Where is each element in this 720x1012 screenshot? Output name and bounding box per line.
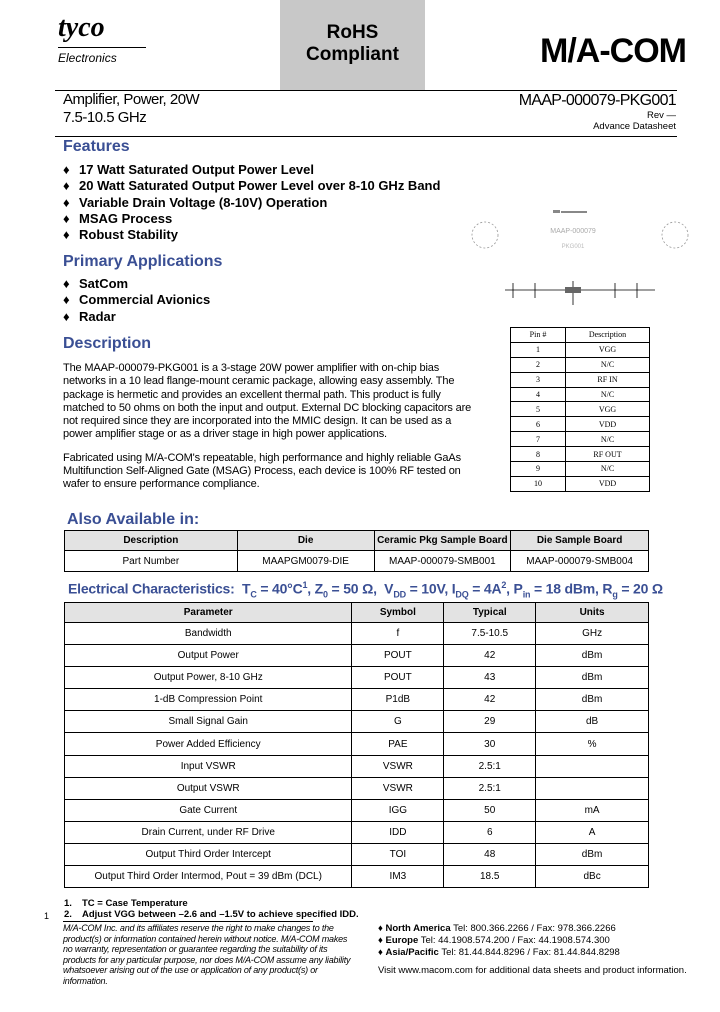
table-cell: Part Number (65, 551, 238, 572)
table-cell: RF IN (566, 372, 650, 387)
table-header: Description (65, 531, 238, 551)
electrical-table (64, 602, 649, 888)
table-cell: VSWR (352, 777, 444, 799)
table-row (511, 342, 650, 357)
table-cell: 2.5:1 (444, 755, 536, 777)
logo-mark (553, 210, 560, 213)
table-header: Typical (444, 603, 536, 623)
product-title-line1: Amplifier, Power, 20W (63, 91, 200, 108)
table-row (65, 799, 649, 821)
table-row (65, 603, 649, 623)
description-title: Description (63, 335, 152, 352)
table-cell (536, 777, 649, 799)
table-cell: 6 (444, 821, 536, 843)
page-number: 1 (44, 911, 50, 921)
list-item: ♦ Variable Drain Voltage (8-10V) Operation (63, 194, 328, 210)
package-marking-2: PKG001 (561, 244, 585, 250)
part-number-block (519, 92, 676, 132)
package-marking-1: MAAP-000079 (550, 228, 596, 235)
logo-mark (561, 211, 587, 213)
mounting-hole-right (662, 222, 688, 248)
applications-section (63, 253, 222, 325)
note-2: 2. Adjust VGG between –2.6 and –1.5V to achieve specified IDD. (64, 909, 359, 920)
table-cell: 6 (511, 417, 566, 432)
table-row (511, 372, 650, 387)
table-cell: POUT (352, 667, 444, 689)
table-row (65, 645, 649, 667)
rohs-badge (280, 0, 425, 90)
table-cell: MAAP-000079-SMB001 (374, 551, 511, 572)
table-cell: PAE (352, 733, 444, 755)
table-cell: A (536, 821, 649, 843)
table-row (511, 387, 650, 402)
description-section (63, 335, 475, 492)
table-row (65, 777, 649, 799)
table-cell: Small Signal Gain (65, 711, 352, 733)
availability-section (67, 511, 199, 529)
table-cell: TOI (352, 843, 444, 865)
table-cell: Output Power (65, 645, 352, 667)
package-body (565, 287, 581, 293)
table-header: Die (237, 531, 374, 551)
table-header: Pin # (511, 328, 566, 343)
table-cell: % (536, 733, 649, 755)
electrical-title: Electrical Characteristics: $T_C = 40^\circ C^1$, $Z_0 = 50$ Ω, $V_{DD} = 10V$, $I_{DQ} = 4A^2$, $P_{in} = 18$ dBm, $R_g = 20$ Ω (68, 580, 663, 600)
table-cell: 7.5-10.5 (444, 623, 536, 645)
list-item: ♦ SatCom (63, 276, 129, 291)
table-cell: RF OUT (566, 447, 650, 462)
tyco-logo-subtext: Electronics (58, 51, 117, 65)
table-header: Parameter (65, 603, 352, 623)
table-cell: GHz (536, 623, 649, 645)
table-cell: P1dB (352, 689, 444, 711)
table-cell: 7 (511, 432, 566, 447)
table-row (511, 357, 650, 372)
table-header: Ceramic Pkg Sample Board (374, 531, 511, 551)
table-cell: IDD (352, 821, 444, 843)
list-item: ♦ Robust Stability (63, 227, 178, 243)
table-cell: 4 (511, 387, 566, 402)
table-row (511, 476, 650, 491)
tyco-logo-rule (58, 47, 146, 48)
table-cell: MAAPGM0079-DIE (237, 551, 374, 572)
table-header: Die Sample Board (511, 531, 649, 551)
table-row (511, 417, 650, 432)
table-row (65, 866, 649, 888)
table-cell: 2 (511, 357, 566, 372)
table-cell (536, 755, 649, 777)
table-row (65, 531, 649, 551)
table-row (65, 623, 649, 645)
package-drawing (465, 175, 695, 315)
table-cell: Gate Current (65, 799, 352, 821)
table-cell: VGG (566, 402, 650, 417)
pin-table (510, 327, 650, 492)
footer-divider (63, 921, 313, 922)
table-cell: 2.5:1 (444, 777, 536, 799)
table-cell: VDD (566, 476, 650, 491)
table-row (65, 821, 649, 843)
revision: Rev — (646, 110, 676, 121)
table-header: Units (536, 603, 649, 623)
notes (64, 898, 359, 920)
disclaimer: M/A-COM Inc. and its affiliates reserve the right to make changes to the product(s) or information contained herein without notice. M/A-COM makes no warranty, representation or guarantee regarding the suitability of its products for any particular purpose, nor does M/A-COM assume any liability whatsoever arising out of the use or application of any product(s) or information. (63, 923, 351, 986)
description-paragraph-1: The MAAP-000079-PKG001 is a 3-stage 20W power amplifier with on-chip bias networks in a 10 lead flange-mount ceramic package, allowing easy assembly. The package is hermetic and provides an excellent thermal path. This product is fully matched to 50 ohms on both the input and output. External DC blocking capacitors are not required since they are incorporated into the MMIC design. It can be used as a power amplifier stage or as a driver stage in high power applications. (63, 362, 472, 441)
table-cell: 10 (511, 476, 566, 491)
table-cell: 18.5 (444, 866, 536, 888)
header-divider-bottom (55, 136, 677, 137)
mounting-hole-left (472, 222, 498, 248)
table-cell: dBm (536, 843, 649, 865)
table-row (65, 755, 649, 777)
table-cell: 1-dB Compression Point (65, 689, 352, 711)
description-paragraph-2: Fabricated using M/A-COM's repeatable, high performance and highly reliable GaAs Multifunction Self-Aligned Gate (MSAG) Process, each device is 100% RF tested on wafer to ensure performance compliance. (63, 451, 461, 491)
table-row (65, 689, 649, 711)
table-cell: 9 (511, 462, 566, 477)
table-row (511, 432, 650, 447)
rohs-line1: RoHS (326, 22, 379, 43)
contact-north-america: ♦ North America Tel: 800.366.2266 / Fax: 978.366.2266 (378, 923, 616, 934)
table-cell: Output Third Order Intercept (65, 843, 352, 865)
table-cell: N/C (566, 432, 650, 447)
table-cell: N/C (566, 462, 650, 477)
table-row (65, 843, 649, 865)
table-header: Symbol (352, 603, 444, 623)
tyco-logo-text: tyco (58, 12, 105, 43)
table-cell: 29 (444, 711, 536, 733)
table-cell: 48 (444, 843, 536, 865)
list-item: ♦ Commercial Avionics (63, 292, 211, 308)
table-cell: Bandwidth (65, 623, 352, 645)
table-row (511, 462, 650, 477)
part-number: MAAP-000079-PKG001 (518, 92, 676, 109)
list-item: ♦ MSAG Process (63, 210, 173, 226)
availability-table (64, 530, 649, 572)
table-cell: N/C (566, 357, 650, 372)
table-cell: N/C (566, 387, 650, 402)
product-title-line2: 7.5-10.5 GHz (63, 109, 147, 126)
table-cell: Output Third Order Intermod, Pout = 39 dBm (DCL) (65, 866, 352, 888)
table-cell: 43 (444, 667, 536, 689)
table-cell: MAAP-000079-SMB004 (511, 551, 649, 572)
table-cell: Input VSWR (65, 755, 352, 777)
contact-visit: Visit www.macom.com for additional data sheets and product information. (378, 965, 687, 976)
list-item: ♦ 17 Watt Saturated Output Power Level (63, 162, 315, 177)
table-cell: dB (536, 711, 649, 733)
table-row (65, 711, 649, 733)
table-cell: 1 (511, 342, 566, 357)
contact-europe: ♦ Europe Tel: 44.1908.574.200 / Fax: 44.1908.574.300 (378, 935, 610, 946)
table-row (511, 447, 650, 462)
table-cell: Power Added Efficiency (65, 733, 352, 755)
table-cell: VDD (566, 417, 650, 432)
table-row (65, 733, 649, 755)
macom-logo: M/A-COM (540, 32, 686, 70)
table-cell: dBm (536, 667, 649, 689)
table-cell: POUT (352, 645, 444, 667)
availability-title: Also Available in: (67, 511, 200, 528)
features-list (63, 162, 440, 243)
table-cell: Drain Current, under RF Drive (65, 821, 352, 843)
applications-title: Primary Applications (63, 253, 223, 270)
table-row (511, 402, 650, 417)
table-cell: VSWR (352, 755, 444, 777)
note-1: 1. TC = Case Temperature (64, 898, 188, 909)
contact-info (378, 923, 687, 977)
rohs-line2: Compliant (306, 44, 399, 65)
table-cell: dBm (536, 645, 649, 667)
table-cell: 30 (444, 733, 536, 755)
features-title: Features (63, 138, 130, 155)
tyco-logo (58, 14, 154, 70)
table-cell: dBc (536, 866, 649, 888)
table-cell: dBm (536, 689, 649, 711)
table-header: Description (566, 328, 650, 343)
contact-asia-pacific: ♦ Asia/Pacific Tel: 81.44.844.8296 / Fax: 81.44.844.8298 (378, 947, 620, 958)
table-cell: 8 (511, 447, 566, 462)
table-cell: 3 (511, 372, 566, 387)
table-cell: Output VSWR (65, 777, 352, 799)
table-cell: 42 (444, 689, 536, 711)
table-row (511, 328, 650, 343)
table-cell: 42 (444, 645, 536, 667)
table-row (65, 667, 649, 689)
table-cell: 5 (511, 402, 566, 417)
product-title (63, 91, 199, 127)
table-cell: mA (536, 799, 649, 821)
features-section (63, 138, 440, 243)
applications-list (63, 276, 222, 325)
table-cell: 50 (444, 799, 536, 821)
list-item: ♦ 20 Watt Saturated Output Power Level over 8-10 GHz Band (63, 178, 441, 194)
list-item: ♦ Radar (63, 308, 116, 324)
table-cell: Output Power, 8-10 GHz (65, 667, 352, 689)
table-cell: f (352, 623, 444, 645)
table-cell: G (352, 711, 444, 733)
table-cell: VGG (566, 342, 650, 357)
sheet-type: Advance Datasheet (593, 121, 676, 132)
table-row (65, 551, 649, 572)
table-cell: IM3 (352, 866, 444, 888)
table-cell: IGG (352, 799, 444, 821)
